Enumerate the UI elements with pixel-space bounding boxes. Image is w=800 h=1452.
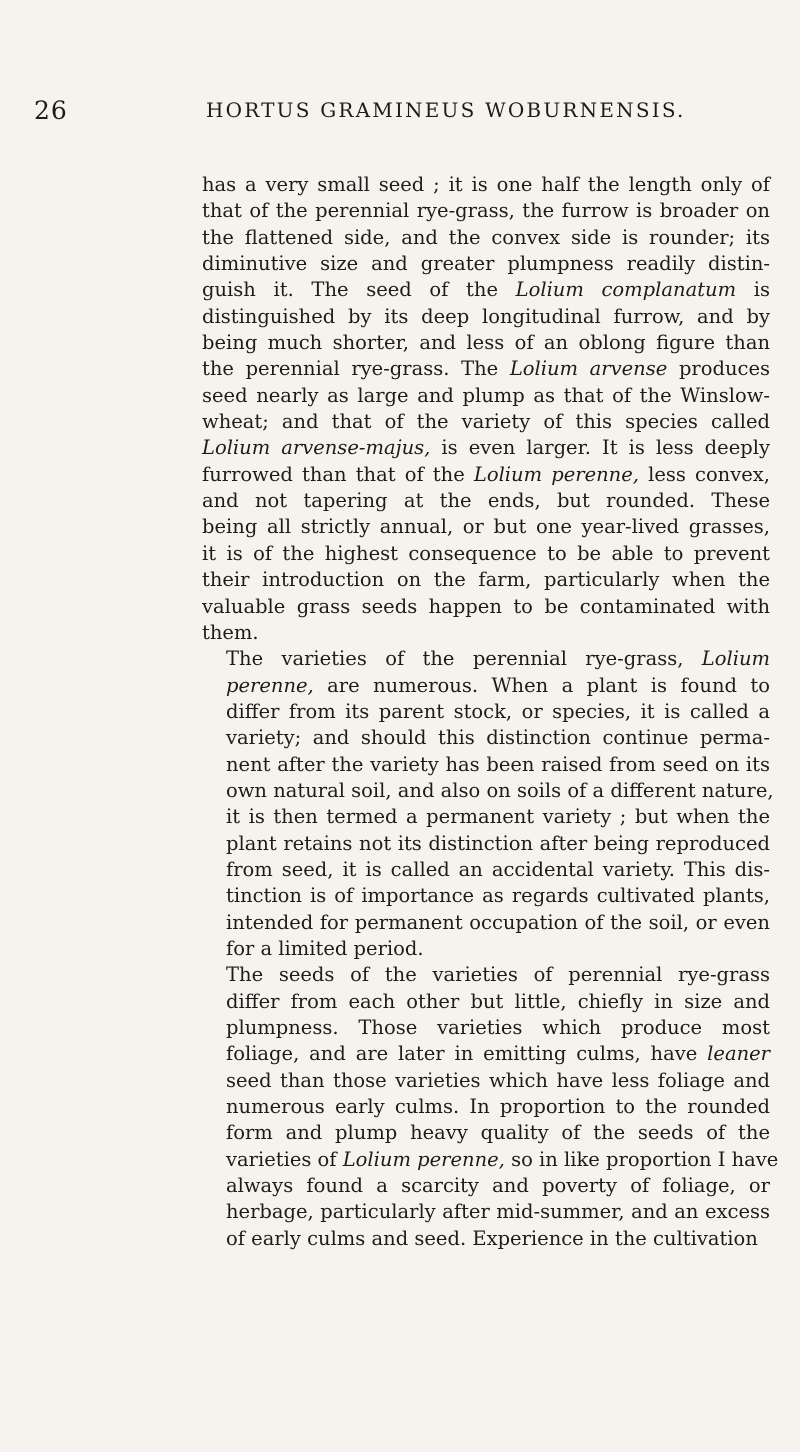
paragraph-3: [202, 962, 779, 1252]
text-line: the flattened side, and the convex side is rounder; its: [202, 225, 770, 249]
text-line: variety; and should this distinction continue perma-: [226, 726, 770, 750]
text-line: The seeds of the varieties of perennial rye-grass: [226, 963, 770, 987]
text-line: own natural soil, and also on soils of a different nature,: [226, 778, 774, 802]
running-head: HORTUS GRAMINEUS WOBURNENSIS.: [206, 98, 686, 122]
text-line: differ from each other but little, chiefly in size and: [226, 989, 770, 1013]
paragraph-2: [202, 646, 774, 962]
text-line: nent after the variety has been raised from seed on its: [226, 752, 770, 776]
page-number: 26: [34, 96, 68, 125]
text-line: The varieties of the perennial rye-grass, Lolium: [226, 647, 770, 671]
text-line: and not tapering at the ends, but rounded. These: [202, 489, 770, 513]
text-line: Lolium arvense-majus, is even larger. It is less deeply: [202, 436, 770, 460]
text-line: for a limited period.: [226, 936, 424, 960]
text-line: guish it. The seed of the Lolium complanatum is: [202, 278, 770, 302]
text-line: furrowed than that of the Lolium perenne, less convex,: [202, 462, 770, 486]
text-line: it is of the highest consequence to be able to prevent: [202, 541, 770, 565]
text-line: tinction is of importance as regards cultivated plants,: [226, 884, 770, 908]
page-header: [34, 96, 774, 136]
text-line: plumpness. Those varieties which produce most: [226, 1016, 770, 1039]
text-line: of early culms and seed. Experience in the cultivation: [226, 1226, 758, 1250]
body-text: [202, 172, 779, 1252]
text-line: them.: [202, 620, 259, 644]
text-line: valuable grass seeds happen to be contaminated with: [202, 594, 770, 618]
text-line: intended for permanent occupation of the soil, or even: [226, 910, 770, 934]
text-line: being all strictly annual, or but one year-lived grasses,: [202, 515, 770, 539]
text-line: their introduction on the farm, particularly when the: [202, 568, 770, 592]
text-line: foliage, and are later in emitting culms, have leaner: [226, 1042, 770, 1066]
text-line: herbage, particularly after mid-summer, and an excess: [226, 1200, 770, 1224]
text-line: diminutive size and greater plumpness readily distin-: [202, 252, 770, 276]
text-line: differ from its parent stock, or species, it is called a: [226, 699, 770, 723]
text-line: distinguished by its deep longitudinal furrow, and by: [202, 304, 770, 328]
text-line: form and plump heavy quality of the seeds of the: [226, 1121, 770, 1145]
text-line: varieties of Lolium perenne, so in like proportion I have: [226, 1147, 779, 1171]
paragraph-1: [202, 172, 770, 646]
text-line: plant retains not its distinction after being reproduced: [226, 831, 770, 855]
text-line: that of the perennial rye-grass, the furrow is broader on: [202, 199, 770, 223]
text-line: seed than those varieties which have less foliage and: [226, 1068, 770, 1092]
text-line: has a very small seed ; it is one half the length only of: [202, 173, 770, 196]
text-line: the perennial rye-grass. The Lolium arvense produces: [202, 357, 770, 381]
text-line: being much shorter, and less of an oblong figure than: [202, 331, 770, 355]
text-line: from seed, it is called an accidental variety. This dis-: [226, 857, 770, 881]
text-line: seed nearly as large and plump as that of the Winslow-: [202, 383, 770, 407]
text-line: it is then termed a permanent variety ; but when the: [226, 805, 770, 829]
text-line: numerous early culms. In proportion to the rounded: [226, 1095, 770, 1119]
text-line: always found a scarcity and poverty of foliage, or: [226, 1174, 770, 1198]
text-line: wheat; and that of the variety of this species called: [202, 410, 770, 434]
text-line: perenne, are numerous. When a plant is found to: [226, 673, 770, 697]
